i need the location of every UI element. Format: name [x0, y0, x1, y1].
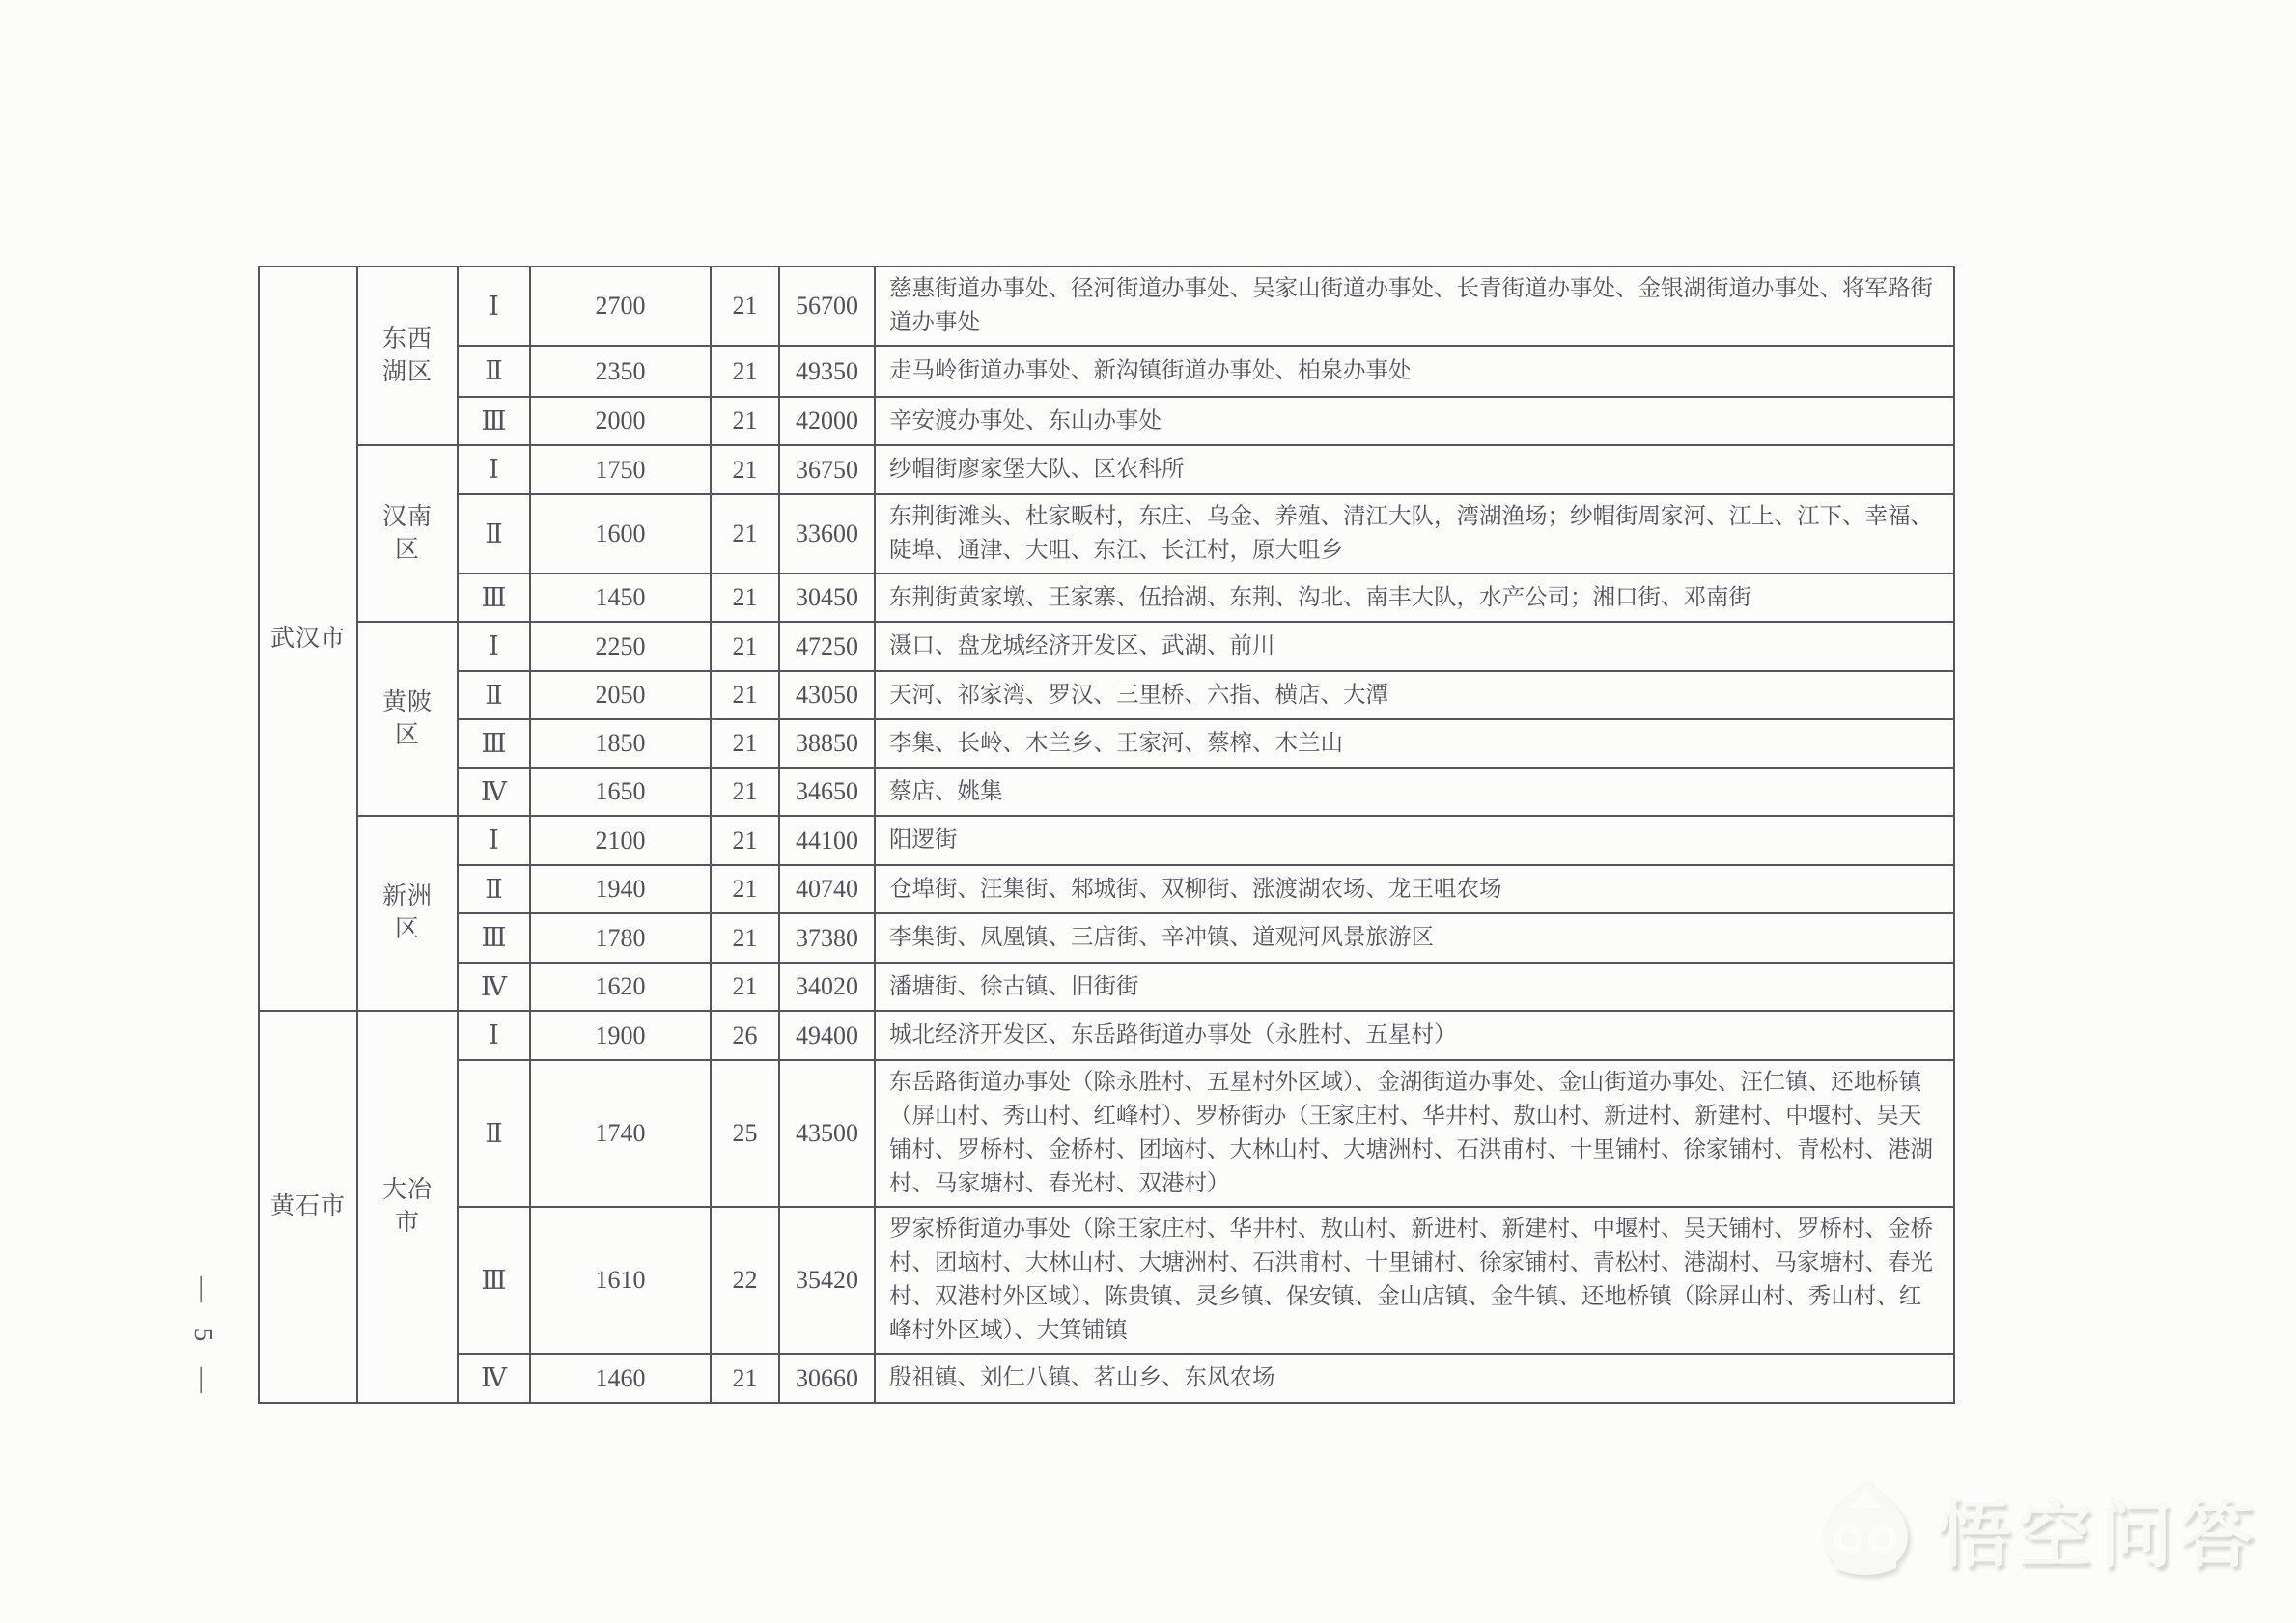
months-cell: 21 [711, 963, 779, 1011]
months-cell: 21 [711, 913, 779, 963]
areas-cell: 天河、祁家湾、罗汉、三里桥、六指、横店、大潭 [875, 671, 1954, 719]
total-amount-cell: 37380 [779, 913, 875, 963]
months-cell: 26 [711, 1011, 779, 1060]
months-cell: 21 [711, 671, 779, 719]
areas-cell: 蔡店、姚集 [875, 768, 1954, 816]
base-amount-cell: 1780 [530, 913, 711, 963]
areas-cell: 慈惠街道办事处、径河街道办事处、吴家山街道办事处、长青街道办事处、金银湖街道办事处、将军路街道办事处 [875, 266, 1954, 346]
grade-cell: Ⅰ [458, 266, 530, 346]
total-amount-cell: 34020 [779, 963, 875, 1011]
table-row [259, 494, 1954, 574]
months-cell: 21 [711, 816, 779, 865]
table-row [259, 671, 1954, 719]
grade-cell: Ⅲ [458, 574, 530, 622]
total-amount-cell: 42000 [779, 397, 875, 445]
grade-cell: Ⅳ [458, 768, 530, 816]
base-amount-cell: 1450 [530, 574, 711, 622]
months-cell: 21 [711, 719, 779, 768]
areas-cell: 罗家桥街道办事处（除王家庄村、华井村、敖山村、新进村、新建村、中堰村、吴天铺村、罗桥村、金桥村、团垴村、大林山村、大塘洲村、石洪甫村、十里铺村、徐家铺村、青松村、港湖村、马家塘村、春光村、双港村外区域）、陈贵镇、灵乡镇、保安镇、金山店镇、金牛镇、还地桥镇（除屏山村、秀山村、红峰村外区域）、大箕铺镇 [875, 1207, 1954, 1354]
grade-cell: Ⅱ [458, 346, 530, 397]
base-amount-cell: 1940 [530, 865, 711, 913]
base-amount-cell: 1850 [530, 719, 711, 768]
total-amount-cell: 38850 [779, 719, 875, 768]
months-cell: 21 [711, 346, 779, 397]
table-row [259, 1011, 1954, 1060]
total-amount-cell: 44100 [779, 816, 875, 865]
total-amount-cell: 49400 [779, 1011, 875, 1060]
total-amount-cell: 43500 [779, 1060, 875, 1207]
table-row [259, 1207, 1954, 1354]
total-amount-cell: 56700 [779, 266, 875, 346]
grade-cell: Ⅱ [458, 671, 530, 719]
areas-cell: 仓埠街、汪集街、邾城街、双柳街、涨渡湖农场、龙王咀农场 [875, 865, 1954, 913]
base-amount-cell: 1600 [530, 494, 711, 574]
total-amount-cell: 43050 [779, 671, 875, 719]
base-amount-cell: 2350 [530, 346, 711, 397]
total-amount-cell: 47250 [779, 622, 875, 671]
district-cell: 新洲区 [357, 816, 458, 1011]
base-amount-cell: 1900 [530, 1011, 711, 1060]
months-cell: 21 [711, 397, 779, 445]
areas-cell: 走马岭街道办事处、新沟镇街道办事处、柏泉办事处 [875, 346, 1954, 397]
months-cell: 21 [711, 445, 779, 494]
base-amount-cell: 1740 [530, 1060, 711, 1207]
base-amount-cell: 2250 [530, 622, 711, 671]
areas-cell: 东荆街黄家墩、王家寨、伍拾湖、东荆、沟北、南丰大队，水产公司；湘口街、邓南街 [875, 574, 1954, 622]
base-amount-cell: 1620 [530, 963, 711, 1011]
table-row [259, 346, 1954, 397]
months-cell: 21 [711, 494, 779, 574]
grade-cell: Ⅰ [458, 816, 530, 865]
base-amount-cell: 2700 [530, 266, 711, 346]
areas-cell: 殷祖镇、刘仁八镇、茗山乡、东风农场 [875, 1354, 1954, 1403]
salary-standard-table [258, 266, 1955, 1404]
grade-cell: Ⅱ [458, 1060, 530, 1207]
district-cell: 大冶市 [357, 1011, 458, 1403]
grade-cell: Ⅲ [458, 719, 530, 768]
areas-cell: 潘塘街、徐古镇、旧街街 [875, 963, 1954, 1011]
areas-cell: 城北经济开发区、东岳路街道办事处（永胜村、五星村） [875, 1011, 1954, 1060]
city-cell: 黄石市 [259, 1011, 357, 1403]
areas-cell: 东荆街滩头、杜家畈村，东庄、乌金、养殖、清江大队，湾湖渔场；纱帽街周家河、江上、江下、幸福、陡埠、通津、大咀、东江、长江村，原大咀乡 [875, 494, 1954, 574]
total-amount-cell: 30450 [779, 574, 875, 622]
grade-cell: Ⅲ [458, 1207, 530, 1354]
total-amount-cell: 35420 [779, 1207, 875, 1354]
city-cell: 武汉市 [259, 266, 357, 1011]
areas-cell: 纱帽街廖家堡大队、区农科所 [875, 445, 1954, 494]
base-amount-cell: 2000 [530, 397, 711, 445]
months-cell: 21 [711, 266, 779, 346]
base-amount-cell: 1650 [530, 768, 711, 816]
base-amount-cell: 2100 [530, 816, 711, 865]
total-amount-cell: 40740 [779, 865, 875, 913]
areas-cell: 滠口、盘龙城经济开发区、武湖、前川 [875, 622, 1954, 671]
table-row [259, 574, 1954, 622]
total-amount-cell: 30660 [779, 1354, 875, 1403]
areas-cell: 辛安渡办事处、东山办事处 [875, 397, 1954, 445]
total-amount-cell: 49350 [779, 346, 875, 397]
district-cell: 汉南区 [357, 445, 458, 622]
wukong-logo-icon [1813, 1475, 1918, 1581]
table-row [259, 397, 1954, 445]
table-row [259, 913, 1954, 963]
page-number: — 5 — [189, 1276, 218, 1403]
total-amount-cell: 34650 [779, 768, 875, 816]
table-row [259, 719, 1954, 768]
grade-cell: Ⅳ [458, 1354, 530, 1403]
table-row [259, 865, 1954, 913]
table-row [259, 1060, 1954, 1207]
grade-cell: Ⅱ [458, 494, 530, 574]
table-row [259, 963, 1954, 1011]
table-row [259, 1354, 1954, 1403]
months-cell: 25 [711, 1060, 779, 1207]
base-amount-cell: 1750 [530, 445, 711, 494]
months-cell: 21 [711, 865, 779, 913]
watermark [1813, 1475, 2261, 1581]
table-row [259, 768, 1954, 816]
table-row [259, 816, 1954, 865]
base-amount-cell: 1610 [530, 1207, 711, 1354]
months-cell: 21 [711, 574, 779, 622]
table-row [259, 445, 1954, 494]
months-cell: 21 [711, 622, 779, 671]
grade-cell: Ⅳ [458, 963, 530, 1011]
grade-cell: Ⅲ [458, 397, 530, 445]
areas-cell: 李集、长岭、木兰乡、王家河、蔡榨、木兰山 [875, 719, 1954, 768]
district-cell: 黄陂区 [357, 622, 458, 816]
months-cell: 21 [711, 768, 779, 816]
areas-cell: 李集街、凤凰镇、三店街、辛冲镇、道观河风景旅游区 [875, 913, 1954, 963]
grade-cell: Ⅰ [458, 1011, 530, 1060]
grade-cell: Ⅰ [458, 445, 530, 494]
areas-cell: 东岳路街道办事处（除永胜村、五星村外区域）、金湖街道办事处、金山街道办事处、汪仁镇、还地桥镇（屏山村、秀山村、红峰村）、罗桥街办（王家庄村、华井村、敖山村、新进村、新建村、中堰村、吴天铺村、罗桥村、金桥村、团垴村、大林山村、大塘洲村、石洪甫村、十里铺村、徐家铺村、青松村、港湖村、马家塘村、春光村、双港村） [875, 1060, 1954, 1207]
grade-cell: Ⅲ [458, 913, 530, 963]
watermark-text: 悟空问答 [1937, 1494, 2261, 1577]
base-amount-cell: 1460 [530, 1354, 711, 1403]
areas-cell: 阳逻街 [875, 816, 1954, 865]
total-amount-cell: 36750 [779, 445, 875, 494]
table-row [259, 622, 1954, 671]
table-row [259, 266, 1954, 346]
base-amount-cell: 2050 [530, 671, 711, 719]
grade-cell: Ⅱ [458, 865, 530, 913]
months-cell: 21 [711, 1354, 779, 1403]
months-cell: 22 [711, 1207, 779, 1354]
total-amount-cell: 33600 [779, 494, 875, 574]
grade-cell: Ⅰ [458, 622, 530, 671]
district-cell: 东西湖区 [357, 266, 458, 445]
